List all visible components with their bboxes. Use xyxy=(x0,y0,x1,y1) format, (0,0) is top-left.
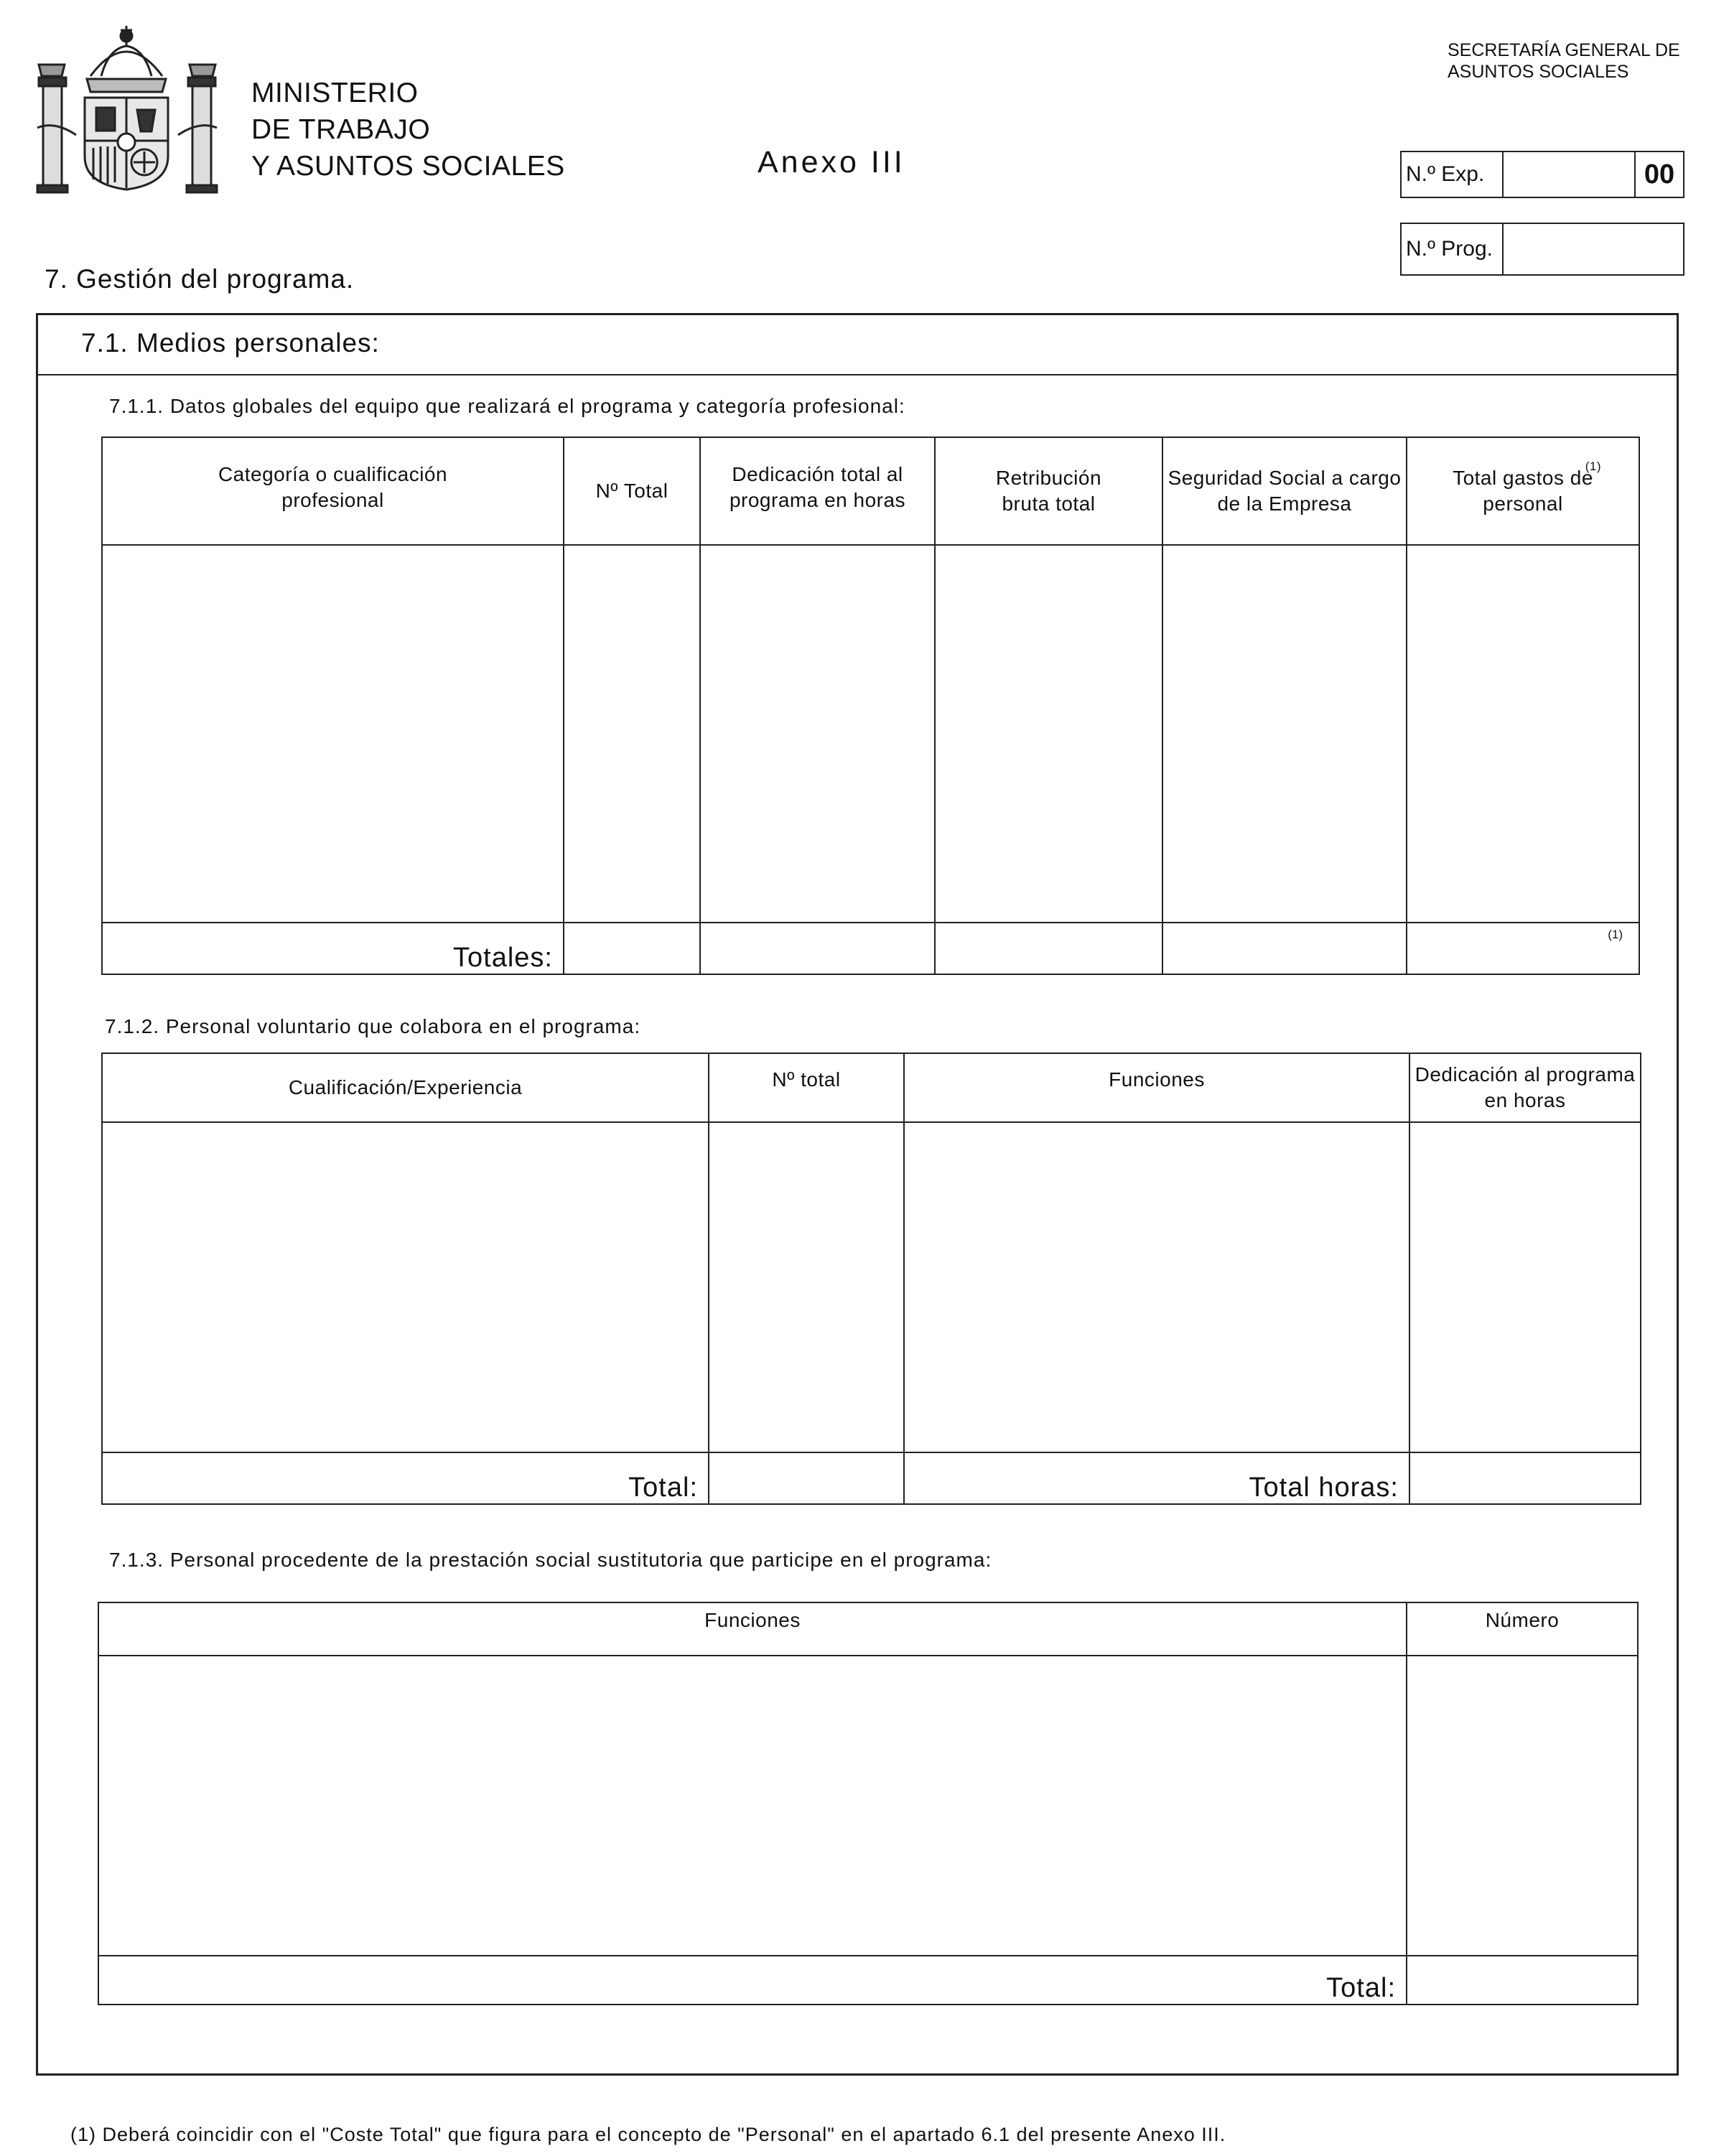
subsection-title: 7.1. Medios personales: xyxy=(81,328,380,358)
volunteer-table xyxy=(101,1053,1641,1505)
programa-box xyxy=(1400,223,1684,276)
col-cualificacion: Cualificación/Experiencia xyxy=(102,1053,709,1122)
cell-n-total-vol[interactable] xyxy=(709,1122,904,1452)
cell-numero[interactable] xyxy=(1407,1656,1638,1956)
col-dedicacion: Dedicación total al programa en horas xyxy=(700,437,935,545)
ministry-name xyxy=(251,75,565,185)
table2-caption: 7.1.2. Personal voluntario que colabora en el programa: xyxy=(105,1015,641,1037)
col-funciones-pss: Funciones xyxy=(98,1602,1407,1656)
total-horas-value[interactable] xyxy=(1409,1452,1641,1504)
secretaria-line-1: SECRETARÍA GENERAL DE xyxy=(1448,40,1680,60)
coat-of-arms-icon xyxy=(33,20,221,200)
total-label-pss: Total: xyxy=(98,1956,1407,2005)
expediente-box xyxy=(1400,151,1684,198)
total-n-total[interactable] xyxy=(564,923,700,974)
total-label: Total: xyxy=(102,1452,709,1504)
staff-totals-row xyxy=(102,923,1639,974)
subsection-header xyxy=(38,315,1677,375)
substitute-data-row xyxy=(98,1656,1638,1956)
ministry-line-3: Y ASUNTOS SOCIALES xyxy=(251,151,565,182)
staff-data-row xyxy=(102,545,1639,923)
table1-caption: 7.1.1. Datos globales del equipo que realizará el programa y categoría profesional: xyxy=(109,395,905,417)
total-gastos[interactable] xyxy=(1407,923,1639,974)
programa-label: N.º Prog. xyxy=(1402,224,1504,274)
col-retribucion: Retribución bruta total xyxy=(935,437,1162,545)
cell-cualificacion[interactable] xyxy=(102,1122,709,1452)
total-horas-label: Total horas: xyxy=(904,1452,1409,1504)
expediente-code: 00 xyxy=(1634,152,1683,197)
col-funciones: Funciones xyxy=(904,1053,1409,1122)
total-dedicacion[interactable] xyxy=(700,923,935,974)
staff-table xyxy=(101,437,1640,975)
table3-caption: 7.1.3. Personal procedente de la prestación social sustitutoria que participe en el programa: xyxy=(109,1549,992,1571)
total-numero[interactable] xyxy=(1407,1956,1638,2005)
secretaria-name xyxy=(1448,39,1680,83)
col-n-total-vol: Nº total xyxy=(709,1053,904,1122)
volunteer-data-row xyxy=(102,1122,1641,1452)
expediente-label: N.º Exp. xyxy=(1402,152,1504,197)
footnote: (1) Deberá coincidir con el "Coste Total" que figura para el concepto de "Personal" en el apartado 6.1 del presente Anexo III. xyxy=(70,2124,1226,2145)
col-total-gastos xyxy=(1407,437,1639,545)
substitute-totals-row xyxy=(98,1956,1638,2005)
annex-title: Anexo III xyxy=(758,145,905,179)
cell-dedicacion[interactable] xyxy=(700,545,935,923)
section-title: 7. Gestión del programa. xyxy=(45,264,355,294)
cell-n-total[interactable] xyxy=(564,545,700,923)
col-dedicacion-vol: Dedicación al programa en horas xyxy=(1409,1053,1641,1122)
col-seguridad-social: Seguridad Social a cargo de la Empresa xyxy=(1162,437,1407,545)
cell-seguridad-social[interactable] xyxy=(1162,545,1407,923)
col-total-gastos-note: (1) xyxy=(1585,459,1601,473)
programa-field[interactable] xyxy=(1504,224,1683,274)
secretaria-line-2: ASUNTOS SOCIALES xyxy=(1448,62,1629,82)
expediente-field[interactable] xyxy=(1504,152,1634,197)
col-categoria: Categoría o cualificación profesional xyxy=(102,437,564,545)
total-retribucion[interactable] xyxy=(935,923,1162,974)
ministry-line-2: DE TRABAJO xyxy=(251,114,431,145)
totals-label: Totales: xyxy=(102,923,564,974)
volunteer-totals-row xyxy=(102,1452,1641,1504)
totals-note: (1) xyxy=(1608,928,1623,941)
cell-dedicacion-vol[interactable] xyxy=(1409,1122,1641,1452)
substitute-table xyxy=(98,1602,1639,2005)
total-seguridad-social[interactable] xyxy=(1162,923,1407,974)
cell-funciones-pss[interactable] xyxy=(98,1656,1407,1956)
total-n-vol[interactable] xyxy=(709,1452,904,1504)
cell-categoria[interactable] xyxy=(102,545,564,923)
col-total-gastos-label: Total gastos de personal xyxy=(1453,467,1593,515)
cell-funciones[interactable] xyxy=(904,1122,1409,1452)
ministry-line-1: MINISTERIO xyxy=(251,78,419,108)
col-n-total: Nº Total xyxy=(564,437,700,545)
cell-retribucion[interactable] xyxy=(935,545,1162,923)
cell-total-gastos[interactable] xyxy=(1407,545,1639,923)
col-numero: Número xyxy=(1407,1602,1638,1656)
